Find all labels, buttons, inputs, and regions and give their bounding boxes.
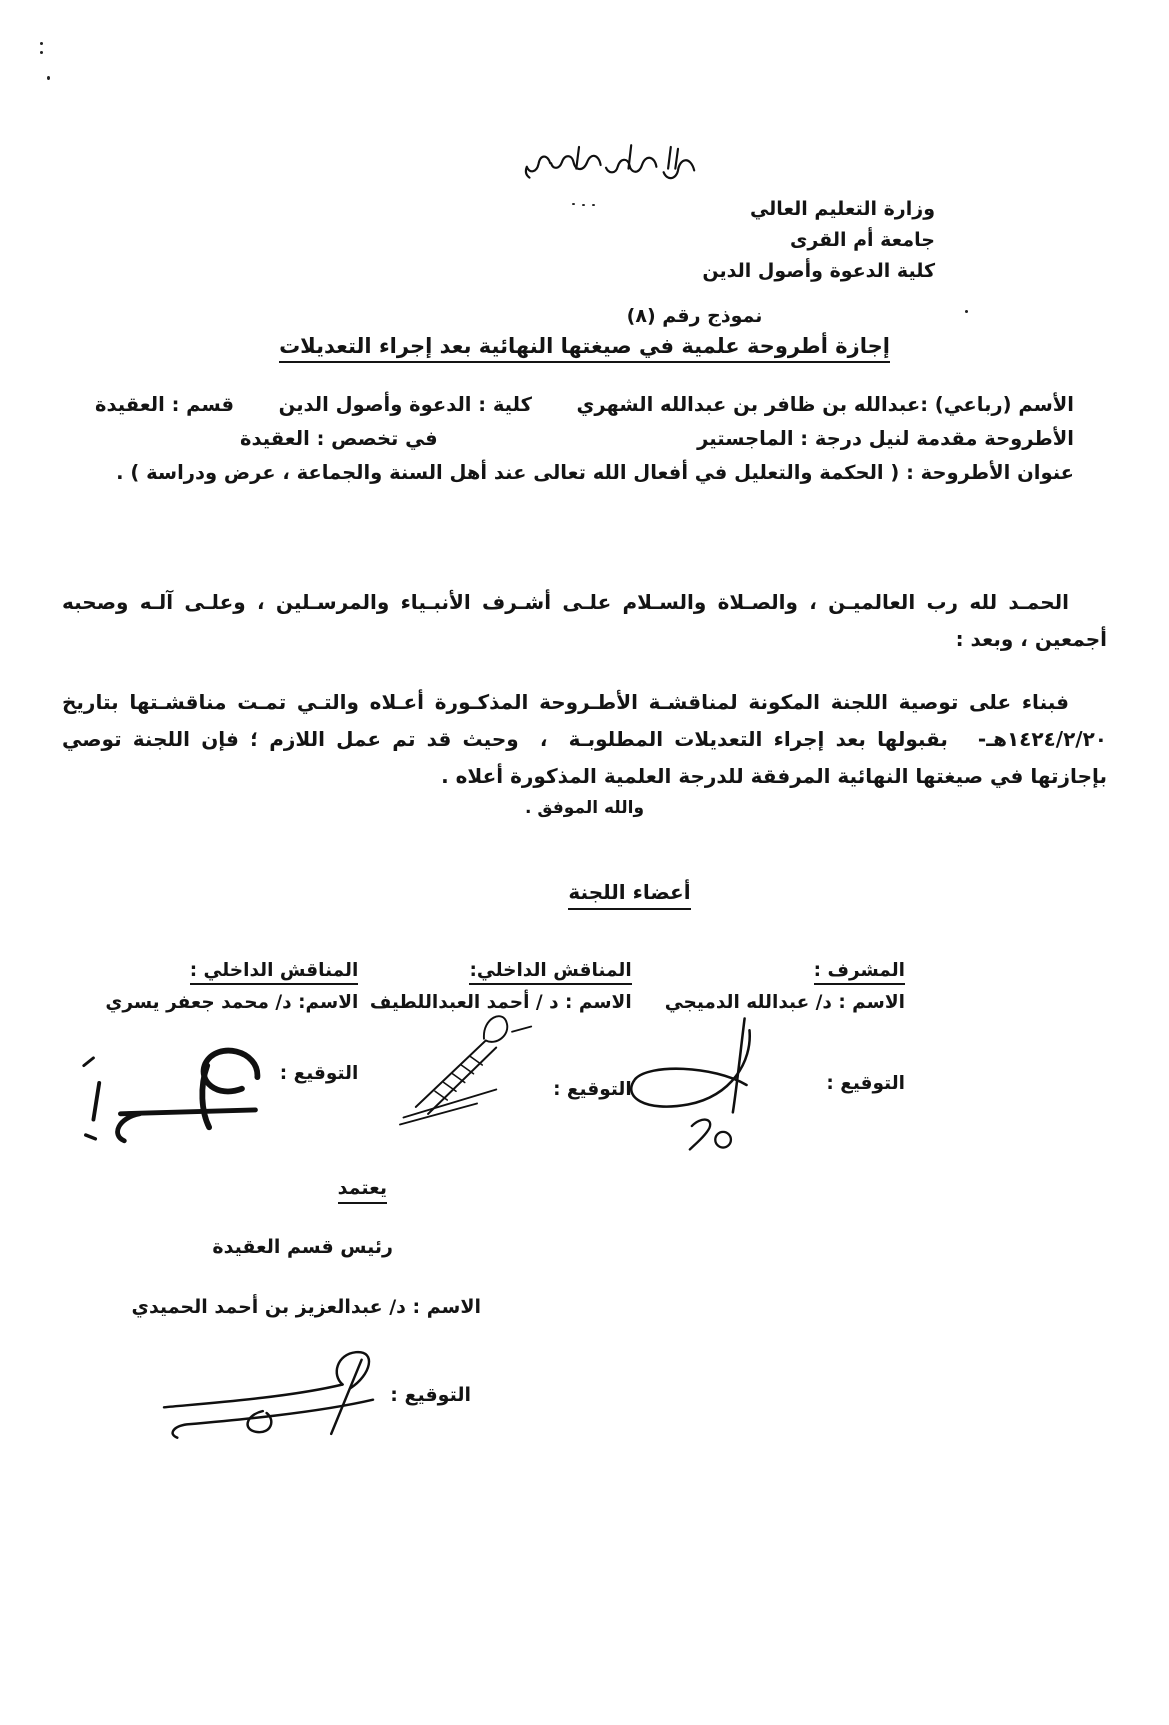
member-role: المناقش الداخلي : — [85, 960, 358, 981]
university-line: جامعة أم القرى — [789, 229, 935, 251]
scan-speck — [40, 42, 43, 45]
signature-label: التوقيع : — [553, 1079, 632, 1100]
approval-word: يعتمد — [338, 1177, 387, 1199]
internal-examiner-2-signature — [55, 1027, 290, 1162]
opening-paragraph: الحمـد لله رب العالميـن ، والصـلاة والسـلام علـى أشـرف الأنبـياء والمرسـلين ، وعلـى آلـه وصحبه أجمعين ، وبعد : — [62, 590, 1107, 651]
member-name: الاسم: د/ محمد جعفر يسري — [105, 992, 359, 1013]
signature-label: التوقيع : — [390, 1384, 471, 1406]
basmala-handwriting-icon — [515, 138, 715, 192]
thesis-info-block — [95, 388, 1074, 490]
college-field: كلية : الدعوة وأصول الدين — [278, 393, 532, 416]
form-number-line: نموذج رقم (٨) — [626, 305, 763, 327]
committee-member-internal-examiner-2 — [85, 960, 358, 1171]
scan-speck — [47, 76, 50, 80]
signature-area — [632, 1013, 905, 1171]
student-name-field: الأسم (رباعي) :عبدالله بن ظافر بن عبدالله الشهري — [576, 393, 1074, 416]
signature-area — [358, 1013, 631, 1171]
member-name: الاسم : د/ عبدالله الدميجي — [664, 992, 905, 1013]
member-name: الاسم : د / أحمد العبداللطيف — [369, 992, 632, 1013]
member-role: المناقش الداخلي: — [358, 960, 631, 981]
member-role: المشرف : — [632, 960, 905, 981]
scan-speck — [572, 203, 575, 205]
committee-member-supervisor — [632, 960, 905, 1171]
college-line: كلية الدعوة وأصول الدين — [702, 260, 935, 282]
degree-specialty-line — [95, 422, 1074, 456]
approver-name-line: الاسم : د/ عبدالعزيز بن أحمد الحميدي — [131, 1296, 481, 1318]
signature-label: التوقيع : — [279, 1063, 359, 1084]
approver-title-line: رئيس قسم العقيدة — [212, 1236, 393, 1258]
internal-examiner-1-signature — [379, 993, 554, 1151]
specialty-field: في تخصص : العقيدة — [240, 427, 438, 450]
committee-title: أعضاء اللجنة — [45, 880, 1169, 904]
approval-signature-area — [0, 1344, 1169, 1464]
committee-member-internal-examiner-1 — [358, 960, 631, 1171]
name-college-dept-line — [95, 388, 1074, 422]
degree-field: الأطروحة مقدمة لنيل درجة : الماجستير — [697, 427, 1074, 450]
thesis-title-line: عنوان الأطروحة : ( الحكمة والتعليل في أفعال الله تعالى عند أهل السنة والجماعة ، عرض ودراسة ) . — [116, 461, 1074, 484]
signature-area — [85, 1013, 358, 1171]
approval-section — [0, 1177, 1169, 1464]
ministry-line: وزارة التعليم العالي — [749, 198, 935, 220]
department-field: قسم : العقيدة — [95, 393, 235, 416]
committee-members-row — [85, 960, 905, 1171]
closing-line: والله الموفق . — [524, 798, 645, 818]
letterhead — [0, 194, 1169, 287]
form-title: إجازة أطروحة علمية في صيغتها النهائية بعد إجراء التعديلات — [0, 334, 1169, 358]
department-head-signature — [145, 1334, 430, 1454]
signature-label: التوقيع : — [826, 1073, 905, 1094]
recommendation-paragraph: فبناء على توصية اللجنة المكونة لمناقشـة الأطـروحة المذكـورة أعـلاه والتـي تمـت مناقشـتها بتاريخ ١٤٢٤/٢/٢٠هـ- بقبولها بعد إجراء التعديلات المطلوبـة ، وحيث قد تم عمل اللازم ؛ فإن اللجنة توصي بإجازتها في صيغتها النهائية المرفقة للدرجة العلمية المذكورة أعلاه . — [62, 690, 1107, 788]
